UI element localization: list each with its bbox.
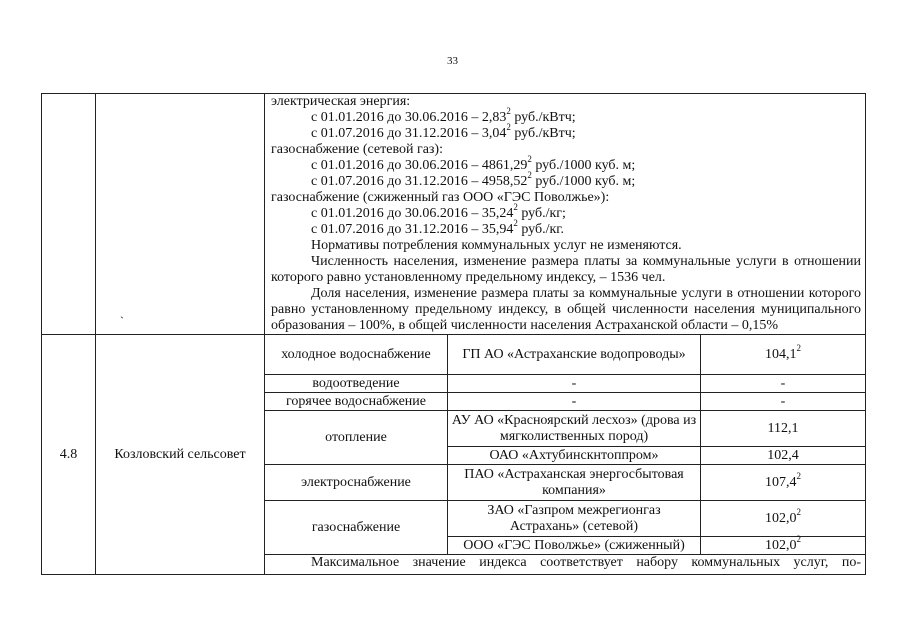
paragraph-norms: Нормативы потребления коммунальных услуг не изменяются.	[311, 238, 682, 253]
service-name: горячее водоснабжение	[265, 393, 448, 411]
tariff-heading: газоснабжение (сетевой газ):	[271, 142, 443, 157]
index-value: -	[701, 393, 866, 411]
index-value: 102,0$^2$	[701, 501, 866, 537]
paragraph-share: Доля населения, изменение размера платы за коммунальные услуги в отношении которого равно установленному предельному индексу, в общей численности населения муниципального образования – 100%, в общей численности населения Астраханской области – 0,15%	[271, 286, 862, 333]
tariff-description	[265, 94, 866, 335]
footer-text: Максимальное значение индекса соответствует набору коммунальных услуг, по-	[265, 555, 866, 575]
provider-name: ПАО «Астраханская энергосбытовая компания»	[448, 465, 701, 501]
provider-name: ГП АО «Астраханские водопроводы»	[448, 335, 701, 375]
index-value: 102,0$^2$	[701, 537, 866, 555]
tariff-line: с 01.07.2016 до 31.12.2016 – 35,94$^2$ руб./кг.	[311, 218, 564, 237]
tariff-heading: электрическая энергия:	[271, 94, 411, 109]
tariff-line: с 01.01.2016 до 30.06.2016 – 35,24$^2$ руб./кг;	[311, 202, 566, 221]
stray-mark: ˏ	[120, 305, 124, 319]
index-value: 104,1$^2$	[701, 335, 866, 375]
provider-name: -	[448, 393, 701, 411]
paragraph-population: Численность населения, изменение размера платы за коммунальные услуги в отношении которого равно установленному предельному индексу, – 1536 чел.	[271, 254, 862, 285]
service-name: холодное водоснабжение	[265, 335, 448, 375]
table-row	[42, 335, 866, 375]
row-number: 4.8	[42, 335, 96, 575]
previous-entity-row	[42, 94, 866, 335]
tariff-table	[41, 93, 866, 575]
provider-name: АУ АО «Красноярский лесхоз» (дрова из мягколиственных пород)	[448, 411, 701, 447]
provider-name: ООО «ГЭС Поволжье» (сжиженный)	[448, 537, 701, 555]
municipality-name: Козловский сельсовет	[96, 335, 265, 575]
index-value: -	[701, 375, 866, 393]
service-name: газоснабжение	[265, 501, 448, 555]
service-name: водоотведение	[265, 375, 448, 393]
tariff-line: с 01.07.2016 до 31.12.2016 – 3,04$^2$ руб./кВтч;	[311, 122, 576, 141]
tariff-line: с 01.01.2016 до 30.06.2016 – 2,83$^2$ руб./кВтч;	[311, 106, 576, 125]
index-value: 112,1	[701, 411, 866, 447]
cell-empty-number	[42, 94, 96, 335]
tariff-heading: газоснабжение (сжиженный газ ООО «ГЭС Поволжье»):	[271, 190, 610, 205]
tariff-line: с 01.01.2016 до 30.06.2016 – 4861,29$^2$ руб./1000 куб. м;	[311, 154, 636, 173]
service-name: отопление	[265, 411, 448, 465]
page-number: 33	[447, 55, 458, 67]
index-value: 107,4$^2$	[701, 465, 866, 501]
tariff-line: с 01.07.2016 до 31.12.2016 – 4958,52$^2$ руб./1000 куб. м;	[311, 170, 636, 189]
provider-name: ЗАО «Газпром межрегионгаз Астрахань» (сетевой)	[448, 501, 701, 537]
provider-name: -	[448, 375, 701, 393]
cell-empty-name	[96, 94, 265, 335]
service-name: электроснабжение	[265, 465, 448, 501]
index-value: 102,4	[701, 447, 866, 465]
provider-name: ОАО «Ахтубинскнтоппром»	[448, 447, 701, 465]
